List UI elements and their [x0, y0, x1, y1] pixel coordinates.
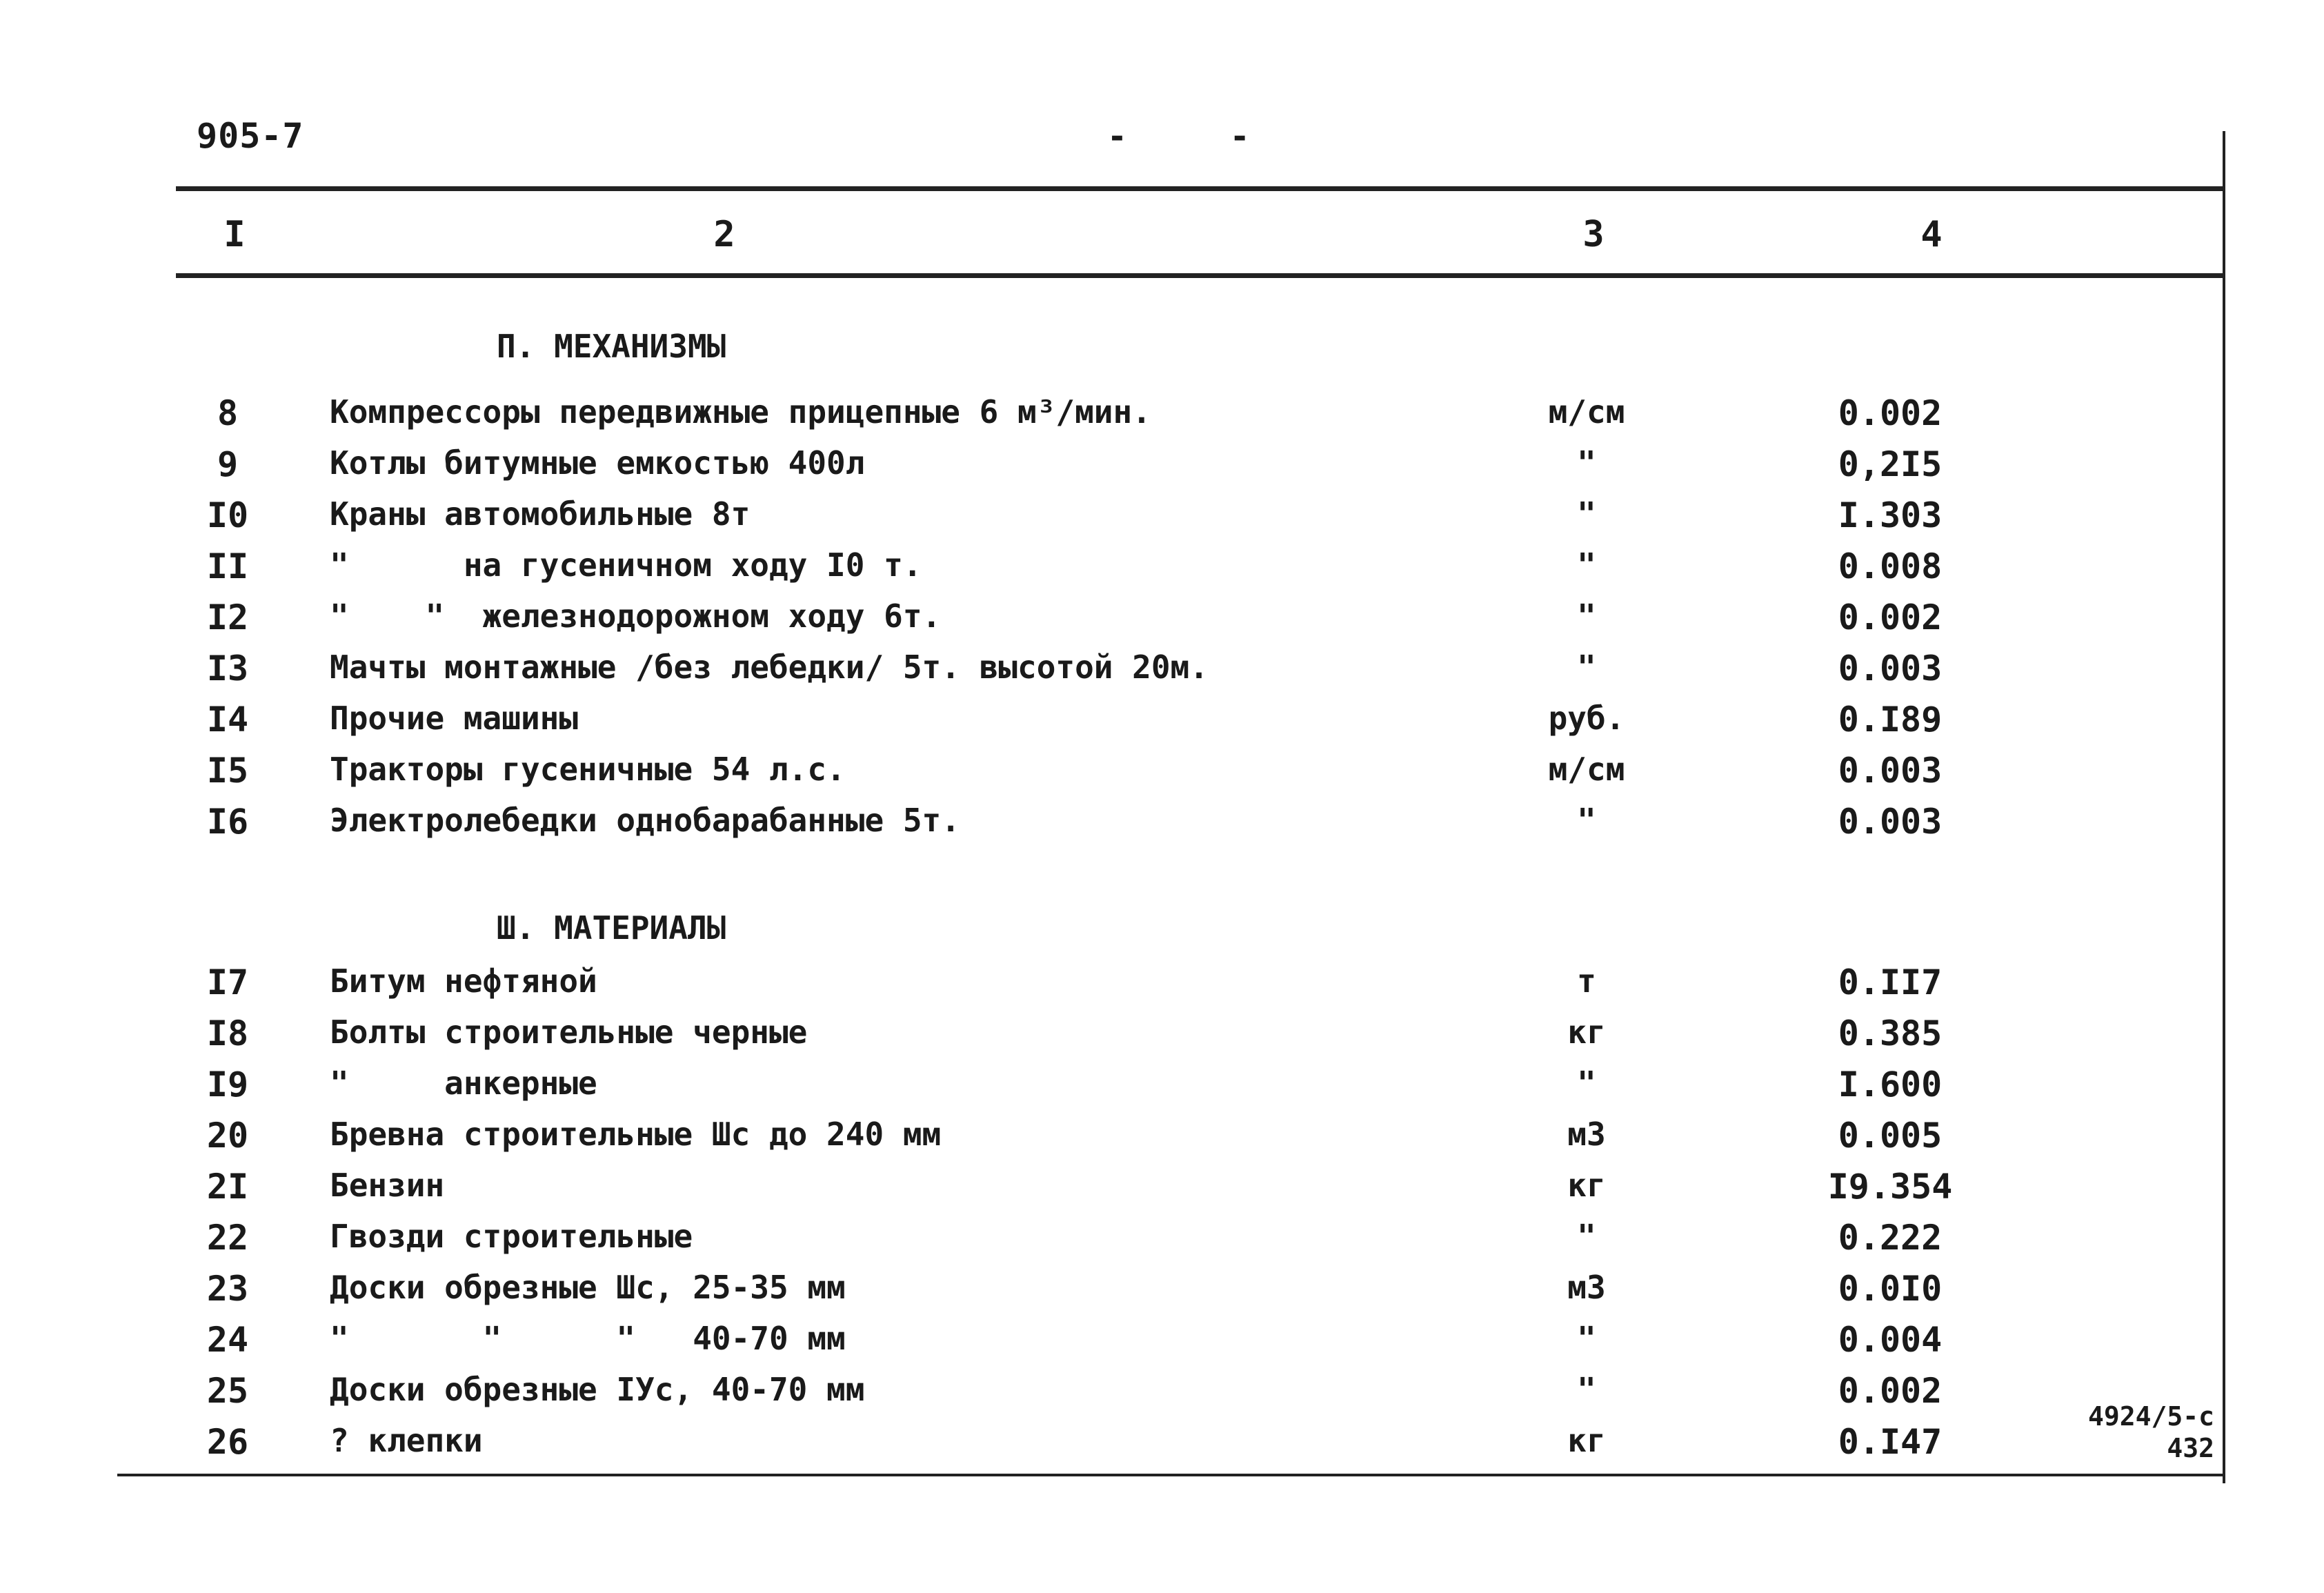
row-name: " " железнодорожном ходу 6т.: [330, 597, 942, 635]
row-name: Бензин: [330, 1167, 445, 1204]
row-unit: ": [1577, 1065, 1596, 1102]
table-row: [0, 962, 2324, 1013]
row-value: I.303: [1838, 495, 1943, 535]
archive-stamp: [2069, 1401, 2214, 1464]
column-header-3: 3: [1582, 214, 1605, 255]
column-header-1: I: [224, 214, 246, 255]
row-value: 0.002: [1838, 393, 1943, 433]
section-title-mechanisms: П. МЕХАНИЗМЫ: [497, 328, 726, 365]
row-name: " на гусеничном ходу I0 т.: [330, 546, 922, 584]
row-name: Гвозди строительные: [330, 1218, 693, 1255]
table-row: [0, 546, 2324, 597]
row-number: I5: [206, 751, 249, 791]
table-row: [0, 1371, 2324, 1422]
table-row: [0, 1422, 2324, 1473]
header-dashes: - -: [1107, 117, 1291, 156]
row-unit: ": [1577, 1371, 1596, 1408]
row-name: Тракторы гусеничные 54 л.с.: [330, 751, 846, 788]
row-value: 0.004: [1838, 1320, 1943, 1360]
row-unit: м/см: [1548, 393, 1625, 431]
row-number: I3: [206, 649, 249, 689]
row-name: Болты строительные черные: [330, 1013, 808, 1051]
table-row: [0, 802, 2324, 853]
table-row: [0, 1269, 2324, 1320]
row-number: 8: [217, 393, 239, 433]
table-row: [0, 597, 2324, 649]
row-unit: кг: [1567, 1013, 1606, 1051]
row-name: Электролебедки однобарабанные 5т.: [330, 802, 960, 839]
row-value: 0.0I0: [1838, 1269, 1943, 1309]
row-value: 0.003: [1838, 649, 1943, 689]
row-value: 0.I89: [1838, 700, 1943, 740]
header-bottom-rule: [176, 273, 2225, 278]
row-value: 0.008: [1838, 546, 1943, 586]
table-row: [0, 1167, 2324, 1218]
row-value: 0.II7: [1838, 962, 1943, 1002]
table-row: [0, 444, 2324, 495]
table-row: [0, 1116, 2324, 1167]
row-value: I9.354: [1827, 1167, 1953, 1207]
row-unit: ": [1577, 546, 1596, 584]
row-value: 0.385: [1838, 1013, 1943, 1053]
table-row: [0, 1218, 2324, 1269]
row-number: II: [206, 546, 249, 586]
row-unit: ": [1577, 1320, 1596, 1357]
doc-code: 905-7: [197, 116, 304, 156]
section-title-materials: Ш. МАТЕРИАЛЫ: [497, 909, 726, 947]
table-row: [0, 1320, 2324, 1371]
row-value: 0.I47: [1838, 1422, 1943, 1462]
row-number: 20: [206, 1116, 249, 1156]
row-value: 0.005: [1838, 1116, 1943, 1156]
top-rule: [176, 186, 2225, 191]
row-number: 9: [217, 444, 239, 484]
row-value: 0.002: [1838, 597, 1943, 637]
table-row: [0, 700, 2324, 751]
row-number: I9: [206, 1065, 249, 1105]
row-name: " анкерные: [330, 1065, 597, 1102]
row-name: Краны автомобильные 8т: [330, 495, 751, 533]
row-number: 26: [206, 1422, 249, 1462]
row-name: Котлы битумные емкостью 400л: [330, 444, 865, 482]
row-value: I.600: [1838, 1065, 1943, 1105]
row-name: Доски обрезные IУс, 40-70 мм: [330, 1371, 865, 1408]
row-number: 23: [206, 1269, 249, 1309]
row-number: I0: [206, 495, 249, 535]
row-name: " " " 40-70 мм: [330, 1320, 846, 1357]
row-name: Компрессоры передвижные прицепные 6 м³/мин.: [330, 393, 1151, 431]
row-unit: м/см: [1548, 751, 1625, 788]
row-value: 0.003: [1838, 802, 1943, 842]
row-number: I2: [206, 597, 249, 637]
row-name: Доски обрезные Шс, 25-35 мм: [330, 1269, 846, 1306]
column-header-4: 4: [1920, 214, 1943, 255]
table-row: [0, 751, 2324, 802]
bottom-rule: [117, 1474, 2225, 1476]
row-unit: ": [1577, 597, 1596, 635]
row-number: 24: [206, 1320, 249, 1360]
row-value: 0.002: [1838, 1371, 1943, 1411]
row-unit: руб.: [1548, 700, 1625, 737]
row-unit: м3: [1567, 1269, 1606, 1306]
row-number: I6: [206, 802, 249, 842]
row-name: Битум нефтяной: [330, 962, 597, 1000]
table-row: [0, 649, 2324, 700]
table-row: [0, 393, 2324, 444]
row-unit: ": [1577, 649, 1596, 686]
row-unit: т: [1577, 962, 1596, 1000]
row-value: 0.222: [1838, 1218, 1943, 1258]
row-name: Прочие машины: [330, 700, 579, 737]
row-number: 25: [206, 1371, 249, 1411]
row-number: I4: [206, 700, 249, 740]
row-unit: ": [1577, 802, 1596, 839]
row-unit: кг: [1567, 1422, 1606, 1459]
row-name: Бревна строительные Шс до 240 мм: [330, 1116, 942, 1153]
row-value: 0.003: [1838, 751, 1943, 791]
row-name: ? клепки: [330, 1422, 483, 1459]
stamp-line-1: 4924/5-с: [2087, 1401, 2214, 1432]
row-name: Мачты монтажные /без лебедки/ 5т. высотой 20м.: [330, 649, 1209, 686]
row-unit: ": [1577, 444, 1596, 482]
row-number: I7: [206, 962, 249, 1002]
table-row: [0, 1065, 2324, 1116]
row-unit: кг: [1567, 1167, 1606, 1204]
row-unit: м3: [1567, 1116, 1606, 1153]
row-number: 2I: [206, 1167, 249, 1207]
table-row: [0, 495, 2324, 546]
row-number: I8: [206, 1013, 249, 1053]
row-unit: ": [1577, 1218, 1596, 1255]
row-number: 22: [206, 1218, 249, 1258]
row-unit: ": [1577, 495, 1596, 533]
row-value: 0,2I5: [1838, 444, 1943, 484]
column-header-2: 2: [713, 214, 735, 255]
table-row: [0, 1013, 2324, 1065]
stamp-line-2: 432: [2167, 1433, 2214, 1463]
